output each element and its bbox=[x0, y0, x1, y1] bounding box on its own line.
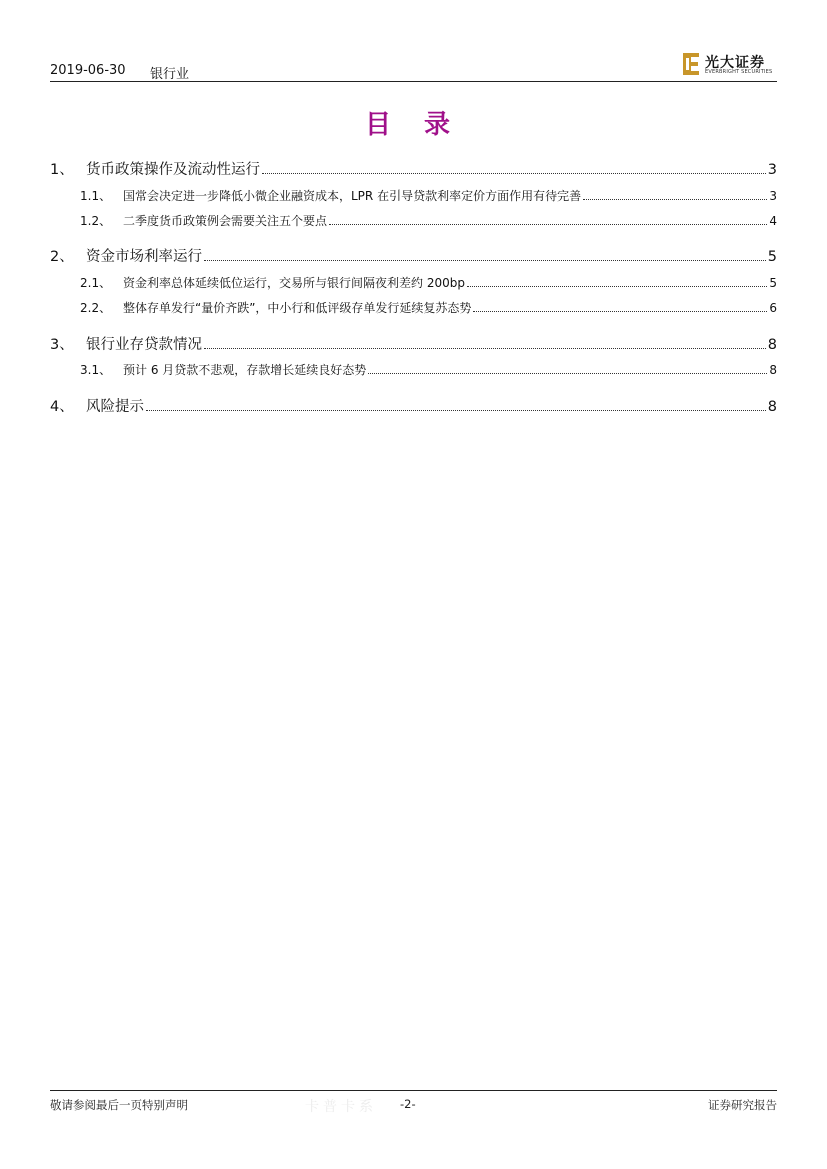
toc-entry-page: 4 bbox=[769, 214, 777, 228]
toc-title: 目 录 bbox=[364, 110, 463, 140]
toc-entry-page: 6 bbox=[769, 301, 777, 315]
toc-entry-text: 风险提示 bbox=[86, 399, 144, 415]
toc-entry-text: 国常会决定进一步降低小微企业融资成本，LPR 在引导贷款利率定价方面作用有待完善 bbox=[123, 189, 582, 203]
toc-entry-4[interactable] bbox=[50, 395, 777, 416]
toc-entry-text: 银行业存贷款情况 bbox=[86, 337, 202, 353]
toc-entry-page: 3 bbox=[767, 162, 777, 178]
toc-entry-number: 1.2、 bbox=[80, 214, 112, 228]
toc-entry-text: 预计 6 月贷款不悲观，存款增长延续良好态势 bbox=[123, 363, 367, 377]
dot-leader bbox=[204, 347, 766, 349]
dot-leader bbox=[473, 310, 767, 312]
toc-entry-number: 2、 bbox=[50, 249, 74, 265]
toc-entry-text: 资金利率总体延续低位运行，交易所与银行间隔夜利差约 200bp bbox=[123, 276, 465, 290]
toc-entry-2-2[interactable] bbox=[80, 299, 777, 316]
toc-entry-number: 2.2、 bbox=[80, 301, 112, 315]
toc-entry-text: 整体存单发行“量价齐跌”，中小行和低评级存单发行延续复苏态势 bbox=[123, 301, 472, 315]
page-footer bbox=[50, 1090, 777, 1121]
toc-entry-3[interactable] bbox=[50, 333, 777, 354]
toc-entry-1[interactable] bbox=[50, 158, 777, 179]
logo-english-name: EVERBRIGHT SECURITIES bbox=[705, 69, 773, 75]
toc-entry-1-2[interactable] bbox=[80, 212, 777, 229]
toc-entry-page: 8 bbox=[767, 399, 777, 415]
toc-entry-2-1[interactable] bbox=[80, 274, 777, 291]
toc-entry-number: 1.1、 bbox=[80, 189, 112, 203]
footer-watermark: 卡普卡系 bbox=[305, 1099, 377, 1115]
toc-entry-page: 5 bbox=[767, 249, 777, 265]
footer-disclaimer: 敬请参阅最后一页特别声明 bbox=[50, 1098, 188, 1112]
dot-leader bbox=[583, 198, 767, 200]
toc-entry-page: 8 bbox=[769, 363, 777, 377]
toc-entry-text: 二季度货币政策例会需要关注五个要点 bbox=[123, 214, 328, 228]
toc-entry-number: 3.1、 bbox=[80, 363, 112, 377]
everbright-logo-icon bbox=[683, 53, 701, 75]
toc-entry-page: 5 bbox=[769, 276, 777, 290]
page-header bbox=[50, 55, 777, 82]
page-number: -2- bbox=[400, 1097, 416, 1111]
toc-entry-number: 2.1、 bbox=[80, 276, 112, 290]
toc-entry-page: 3 bbox=[769, 189, 777, 203]
dot-leader bbox=[329, 223, 767, 225]
toc-entry-text: 资金市场利率运行 bbox=[86, 249, 202, 265]
footer-report-type: 证券研究报告 bbox=[708, 1098, 777, 1112]
toc-entry-page: 8 bbox=[767, 337, 777, 353]
dot-leader bbox=[204, 259, 766, 261]
toc-entry-number: 3、 bbox=[50, 337, 74, 353]
dot-leader bbox=[262, 172, 766, 174]
toc-entry-2[interactable] bbox=[50, 245, 777, 266]
dot-leader bbox=[368, 372, 767, 374]
report-date: 2019-06-30 bbox=[50, 63, 126, 78]
dot-leader bbox=[146, 409, 766, 411]
company-logo bbox=[683, 51, 775, 79]
toc-entry-1-1[interactable] bbox=[80, 187, 777, 204]
logo-chinese-name: 光大证券 bbox=[705, 55, 765, 71]
toc-entry-text: 货币政策操作及流动性运行 bbox=[86, 162, 260, 178]
toc-entry-number: 1、 bbox=[50, 162, 74, 178]
dot-leader bbox=[467, 285, 767, 287]
toc-entry-number: 4、 bbox=[50, 399, 74, 415]
report-sector: 银行业 bbox=[150, 67, 190, 82]
toc-entry-3-1[interactable] bbox=[80, 361, 777, 378]
